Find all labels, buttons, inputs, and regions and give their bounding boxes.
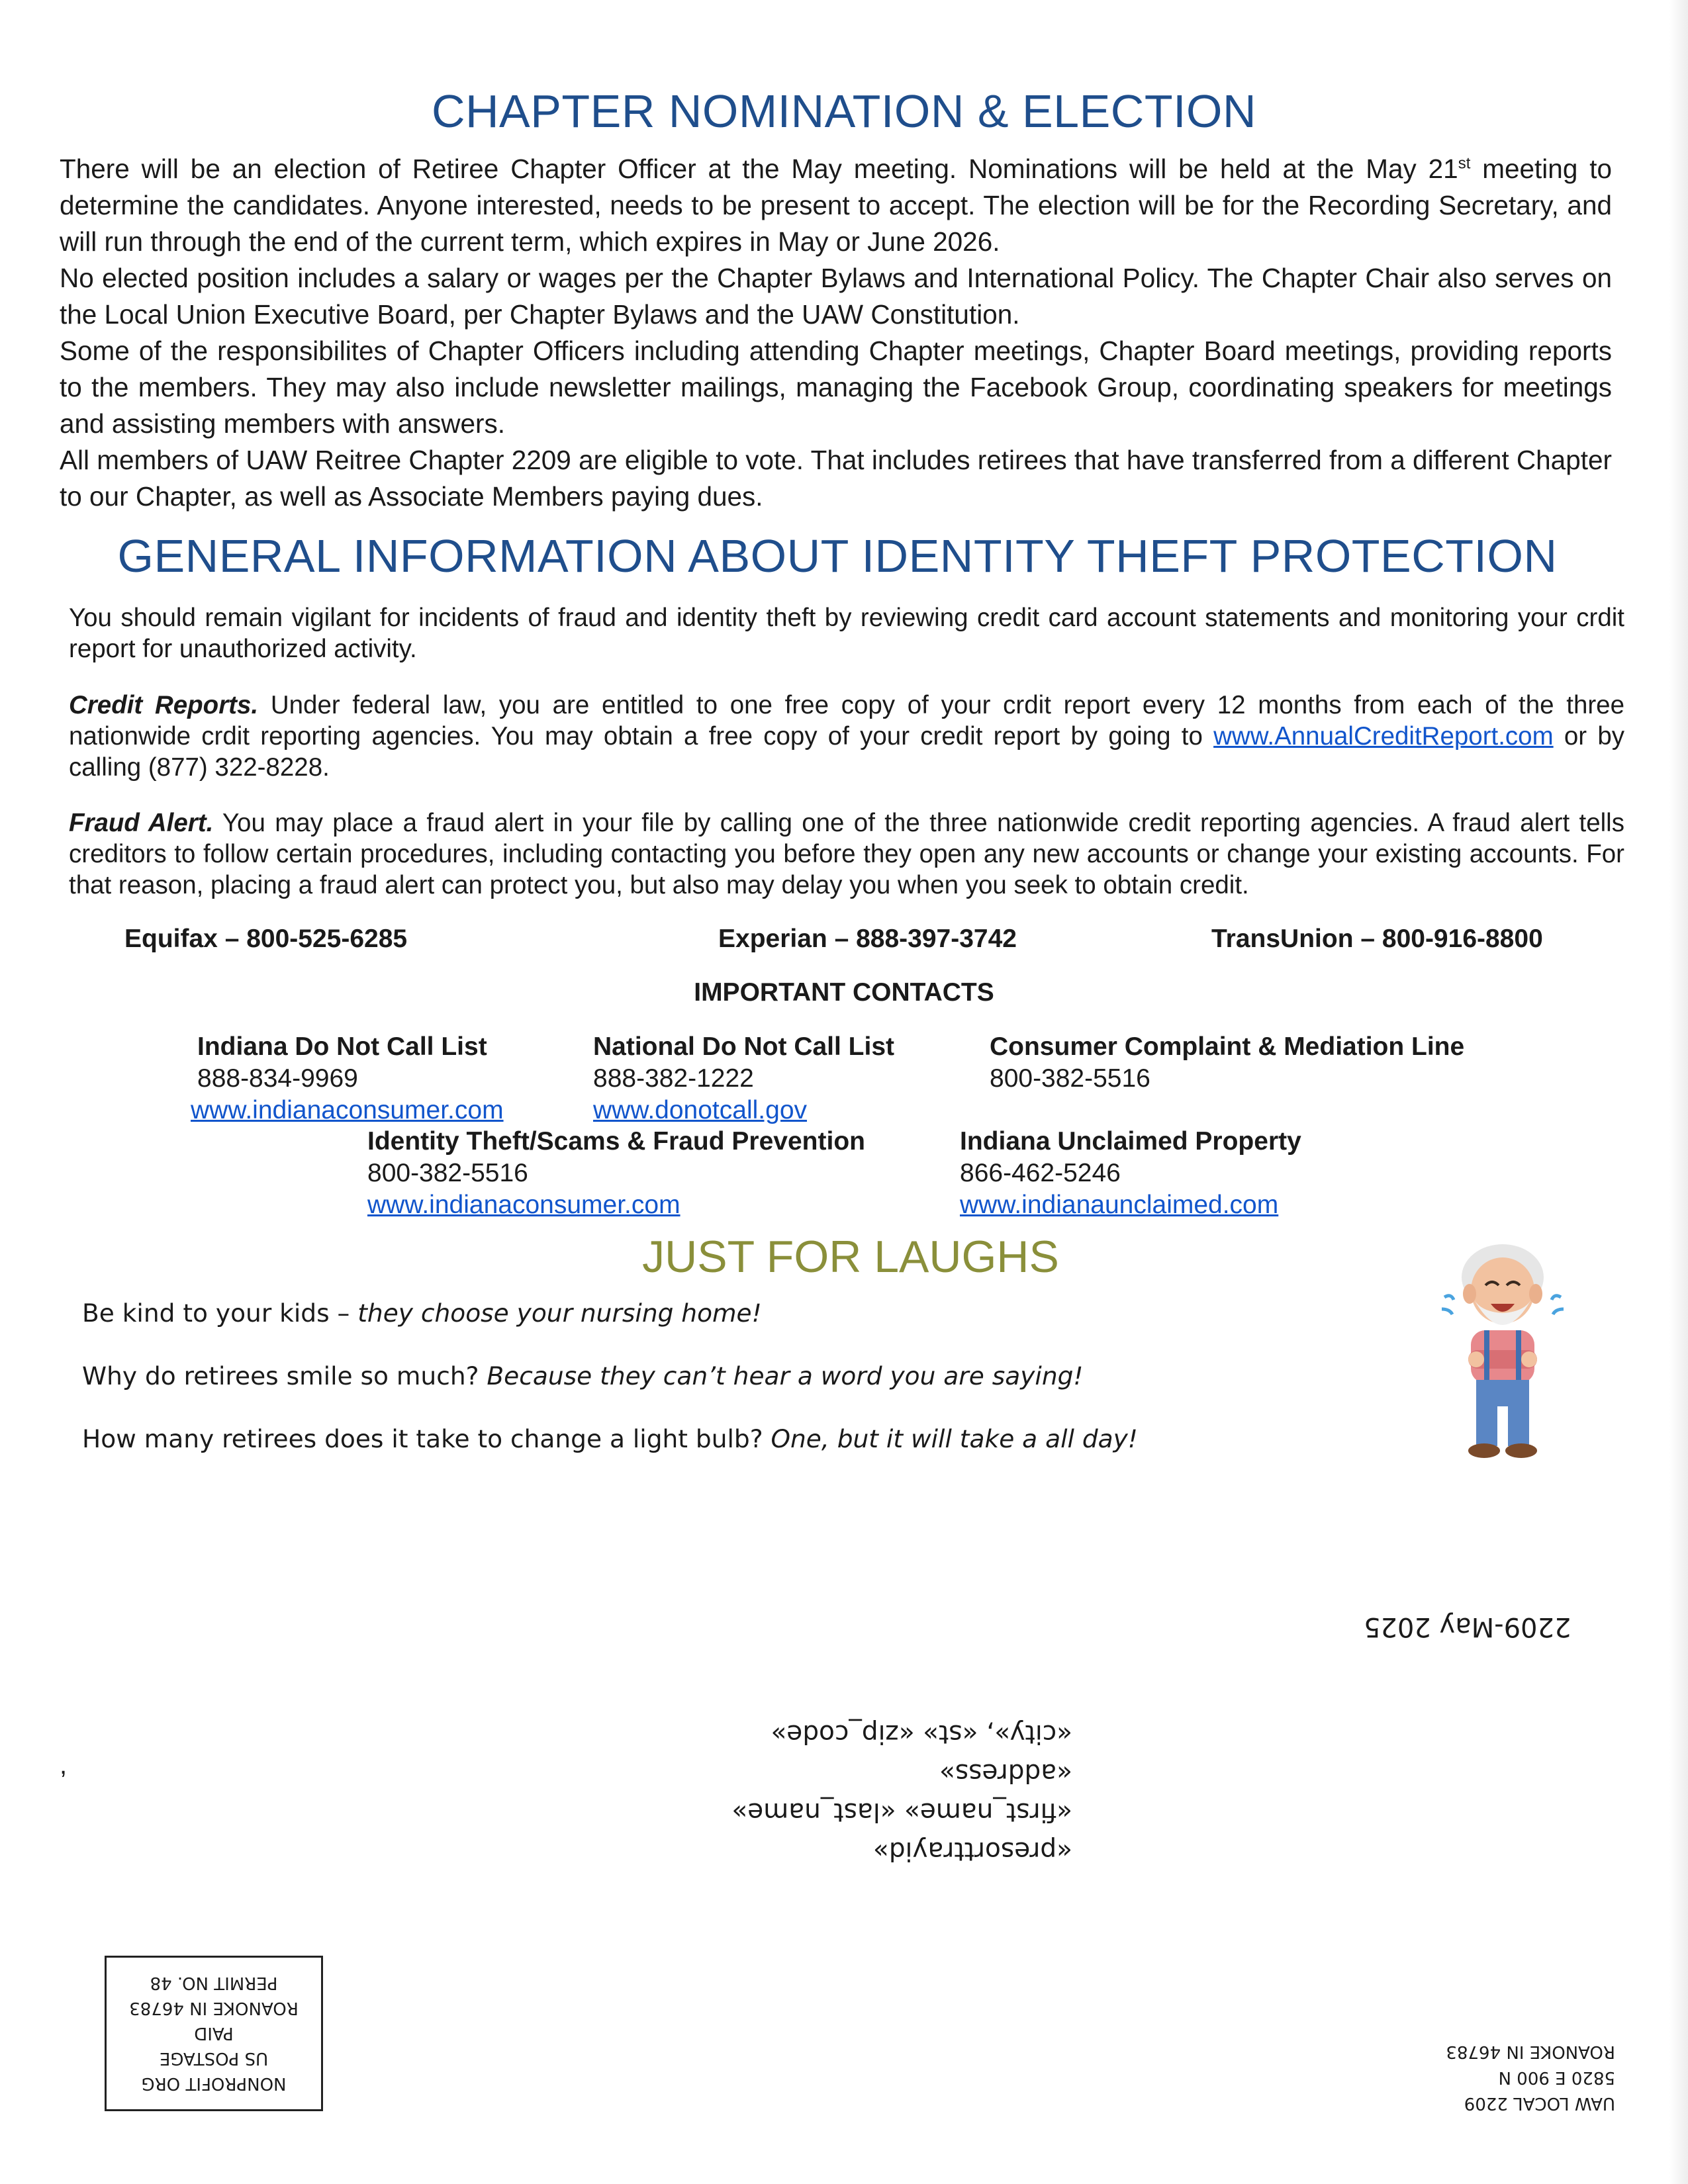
- ordinal-suffix: st: [1458, 154, 1471, 173]
- contact-name: Indiana Unclaimed Property: [960, 1127, 1301, 1156]
- fraud-alert-paragraph: [69, 807, 1624, 901]
- joke-3: [82, 1424, 1138, 1453]
- return-line: 5820 E 900 N: [1498, 2068, 1615, 2087]
- contact-link[interactable]: www.indianaunclaimed.com: [960, 1191, 1279, 1219]
- issue-label: 2209-May 2025: [1364, 1612, 1571, 1642]
- bureau-transunion: TransUnion – 800-916-8800: [1211, 925, 1543, 953]
- contact-name: Consumer Complaint & Mediation Line: [990, 1032, 1465, 1061]
- address-line: «city», «st» «zip_code»: [771, 1719, 1072, 1749]
- contact-link[interactable]: www.indianaconsumer.com: [367, 1191, 680, 1219]
- nomination-paragraph-4: All members of UAW Reitree Chapter 2209 are eligible to vote. That includes retirees that have transferred from a different Chapter to our Chapter, as well as Associate Members paying dues.: [60, 445, 1612, 512]
- joke-punchline: One, but it will take a all day!: [771, 1424, 1138, 1453]
- address-line: «presorttrayid»: [872, 1836, 1072, 1866]
- bureau-equifax: Equifax – 800-525-6285: [124, 925, 408, 953]
- return-address-block: [1446, 2038, 1615, 2116]
- identity-title: GENERAL INFORMATION ABOUT IDENTITY THEFT PROTECTION: [117, 530, 1558, 582]
- bureau-experian: Experian – 888-397-3742: [718, 925, 1017, 953]
- nomination-paragraph-3: Some of the responsibilites of Chapter Officers including attending Chapter meetings, Chapter Board meetings, providing reports to the members. They may also include newsletter mailings, managing the Facebook Group, coordinating speakers for meetings and assisting members with answers.: [60, 336, 1612, 439]
- permit-line: PERMIT NO. 48: [150, 1973, 278, 1993]
- contact-name: National Do Not Call List: [593, 1032, 895, 1061]
- contact-national-do-not-call: [593, 1031, 894, 1126]
- joke-setup: Why do retirees smile so much?: [82, 1361, 487, 1390]
- postage-permit-box: [105, 1956, 323, 2111]
- fraud-alert-text: You may place a fraud alert in your file by calling one of the three nationwide credit reporting agencies. A fraud alert tells creditors to follow certain procedures, including contacting you before they open any new accounts or change your existing accounts. For that reason, placing a fraud alert can protect you, but also may delay you when you seek to obtain credit.: [69, 809, 1624, 899]
- contact-consumer-complaint: [990, 1031, 1464, 1095]
- nomination-p1-text: There will be an election of Retiree Chapter Officer at the May meeting. Nominations will be held at the May 21: [60, 154, 1458, 184]
- contact-identity-theft: [367, 1126, 865, 1221]
- contact-phone: 800-382-5516: [990, 1064, 1150, 1093]
- contact-unclaimed-property: [960, 1126, 1301, 1221]
- contact-phone: 866-462-5246: [960, 1159, 1121, 1187]
- annual-credit-report-link[interactable]: www.AnnualCreditReport.com: [1213, 722, 1554, 751]
- contact-indiana-do-not-call: [191, 1031, 504, 1126]
- permit-line: PAID: [194, 2023, 234, 2044]
- nomination-p1-text-cont: meeting to determine the candidates. Anyone interested, needs to be present to accept. The election will be for the Recording Secretary, and will run through the end of the current term, which expires in May or June 2026.: [60, 154, 1613, 257]
- permit-line: NONPROFIT ORG: [141, 2073, 287, 2094]
- return-line: UAW LOCAL 2209: [1464, 2093, 1615, 2113]
- contact-name: Identity Theft/Scams & Fraud Prevention: [367, 1127, 865, 1156]
- joke-setup: Be kind to your kids –: [82, 1298, 358, 1328]
- credit-reports-paragraph: [69, 690, 1624, 783]
- joke-1: [82, 1298, 762, 1328]
- contact-link[interactable]: www.indianaconsumer.com: [191, 1096, 504, 1124]
- fraud-alert-label: Fraud Alert.: [69, 809, 214, 837]
- joke-2: [82, 1361, 1083, 1390]
- address-line: «first_name» «last_name»: [731, 1797, 1072, 1827]
- credit-reports-tail: or by calling (877) 322-8228.: [69, 722, 1624, 782]
- laughing-grandpa-icon: [1436, 1238, 1569, 1469]
- nomination-paragraph-1: [60, 151, 1612, 260]
- recipient-address-block: [702, 1714, 1072, 1870]
- address-line: «address»: [939, 1758, 1072, 1788]
- contact-phone: 800-382-5516: [367, 1159, 528, 1187]
- nomination-title: CHAPTER NOMINATION & ELECTION: [431, 85, 1257, 137]
- identity-intro: You should remain vigilant for incidents of fraud and identity theft by reviewing credit card account statements and monitoring your crdit report for unauthorized activity.: [69, 604, 1624, 663]
- contact-name: Indiana Do Not Call List: [197, 1032, 487, 1061]
- credit-reports-text: Under federal law, you are entitled to one free copy of your crdit report every 12 months from each of the three nationwide crdit reporting agencies. You may obtain a free copy of your credit report by going to: [69, 691, 1624, 751]
- nomination-body: [60, 151, 1612, 515]
- permit-line: ROANOKE IN 46783: [129, 1998, 299, 2019]
- joke-setup: How many retirees does it take to change a light bulb?: [82, 1424, 771, 1453]
- joke-punchline: Because they can’t hear a word you are saying!: [487, 1361, 1084, 1390]
- contact-link[interactable]: www.donotcall.gov: [593, 1096, 808, 1124]
- laughs-title: JUST FOR LAUGHS: [642, 1232, 1059, 1282]
- permit-line: US POSTAGE: [159, 2048, 269, 2069]
- joke-punchline: they choose your nursing home!: [357, 1298, 762, 1328]
- contact-phone: 888-834-9969: [197, 1064, 358, 1093]
- contact-phone: 888-382-1222: [593, 1064, 754, 1093]
- credit-reports-label: Credit Reports.: [69, 691, 259, 719]
- scan-edge-shadow: [1669, 0, 1688, 2184]
- return-line: ROANOKE IN 46783: [1446, 2042, 1615, 2062]
- contacts-title: IMPORTANT CONTACTS: [694, 978, 994, 1007]
- stray-mark: ,: [60, 1751, 68, 1780]
- nomination-paragraph-2: No elected position includes a salary or wages per the Chapter Bylaws and International Policy. The Chapter Chair also serves on the Local Union Executive Board, per Chapter Bylaws and the UAW Constitution.: [60, 263, 1612, 330]
